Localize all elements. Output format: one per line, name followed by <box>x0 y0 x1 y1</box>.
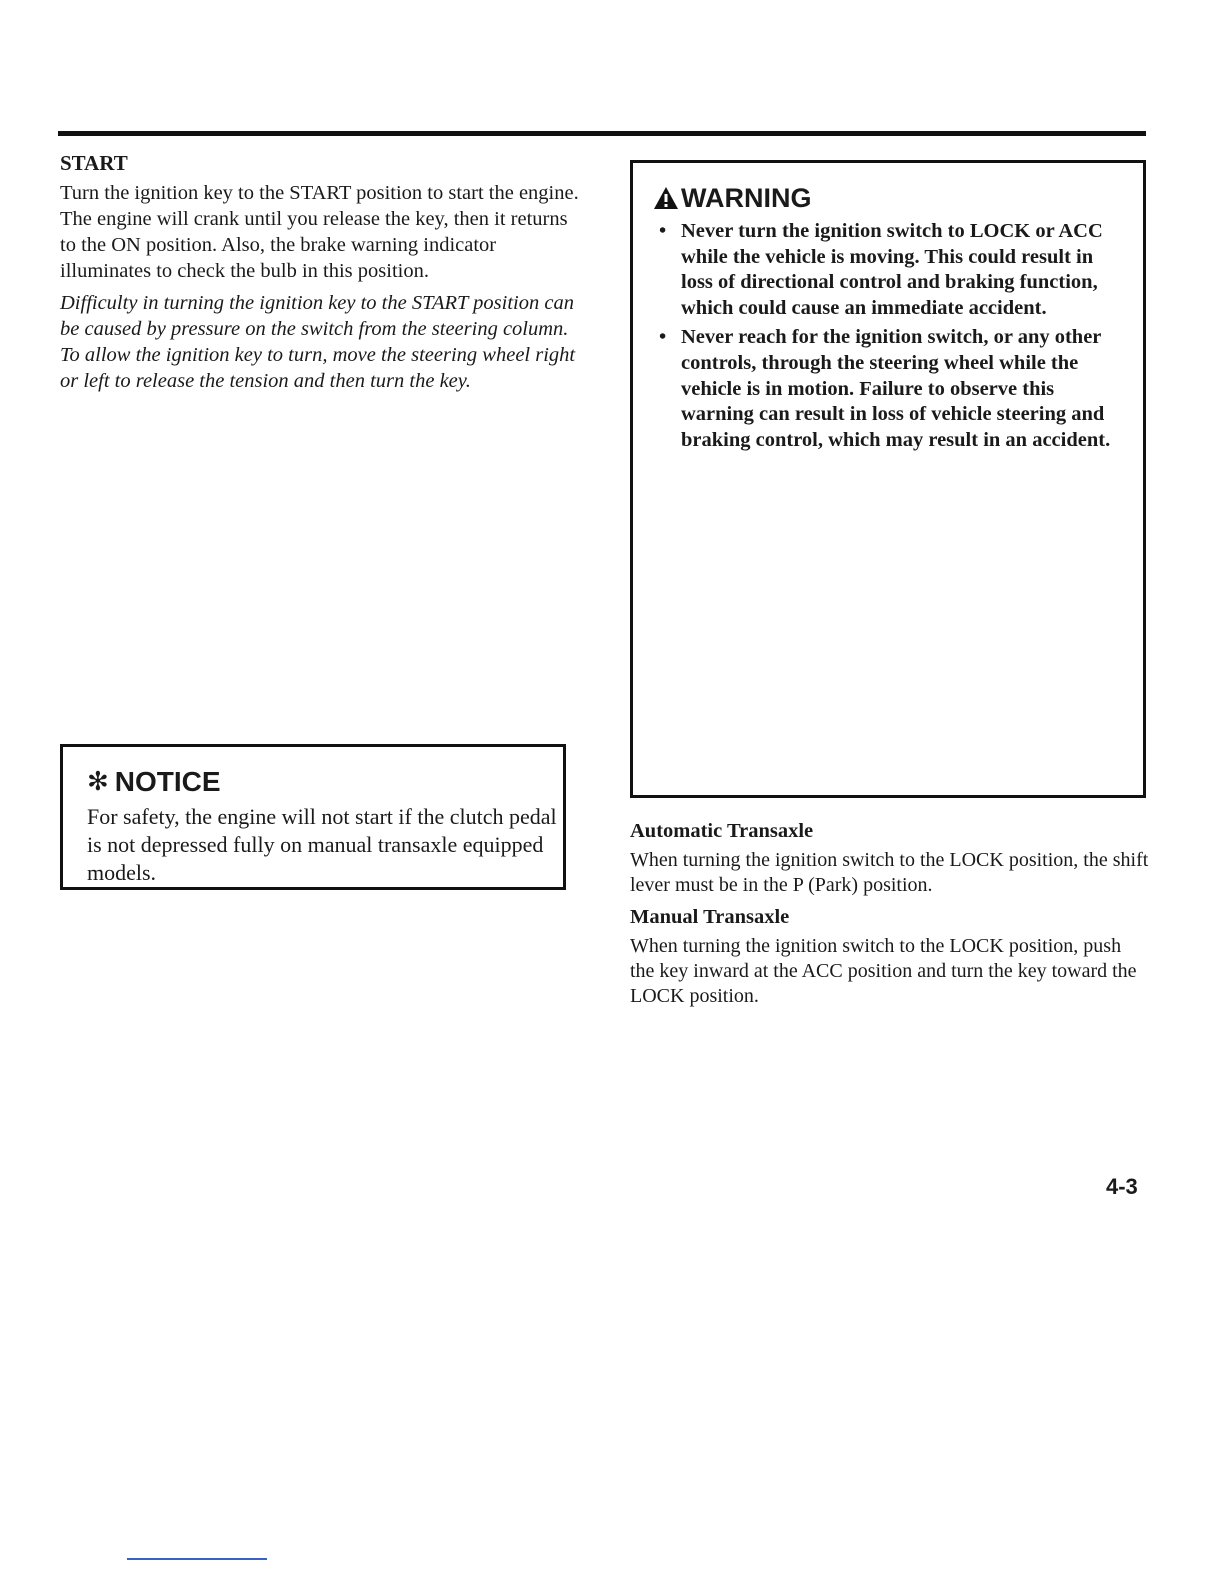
warning-box <box>630 160 1146 798</box>
start-italic-note: Difficulty in turning the ignition key to the START position can be caused by pressure on the switch from the steering column. To allow the ignition key to turn, move the steering wheel right or left to release the tension and then turn the key. <box>60 292 576 392</box>
bullet-icon: • <box>659 326 667 349</box>
warning-item-text: Never turn the ignition switch to LOCK or ACC while the vehicle is moving. This could result in loss of directional control and braking function, which could cause an immediate accident. <box>681 220 1103 319</box>
notice-text: For safety, the engine will not start if the clutch pedal is not depressed fully on manual transaxle equipped models. <box>87 804 557 885</box>
notice-box <box>60 744 566 890</box>
automatic-transaxle-text: When turning the ignition switch to the LOCK position, the shift lever must be in the P (Park) position. <box>630 849 1149 896</box>
transaxle-section <box>630 818 1150 1015</box>
start-heading: START <box>60 151 128 175</box>
notice-title-row <box>87 765 563 799</box>
warning-triangle-icon <box>653 186 679 210</box>
footer-line <box>127 1558 267 1560</box>
start-section <box>60 150 580 400</box>
manual-transaxle-heading: Manual Transaxle <box>630 906 790 928</box>
warning-list <box>653 219 1143 453</box>
start-paragraph: Turn the ignition key to the START position to start the engine. The engine will crank until you release the key, then it returns to the ON position. Also, the brake warning indicator illuminates to check the bulb in this position. <box>60 182 579 282</box>
automatic-transaxle-heading: Automatic Transaxle <box>630 820 814 842</box>
top-rule <box>58 131 1146 136</box>
page-number: 4-3 <box>1106 1174 1138 1199</box>
bullet-icon: • <box>659 220 667 242</box>
warning-item <box>653 219 1121 321</box>
warning-item <box>653 325 1121 453</box>
notice-title: NOTICE <box>114 766 221 797</box>
warning-title-row <box>653 181 1143 215</box>
manual-transaxle-text: When turning the ignition switch to the LOCK position, push the key inward at the ACC position and turn the key toward the LOCK position. <box>630 935 1137 1007</box>
warning-title: WARNING <box>681 183 812 213</box>
asterisk-icon: ✻ <box>87 767 109 797</box>
warning-item-text: Never reach for the ignition switch, or any other controls, through the steering wheel while the vehicle is in motion. Failure to observe this warning can result in loss of vehicle steering and braking control, which may result in an accident. <box>681 326 1111 451</box>
